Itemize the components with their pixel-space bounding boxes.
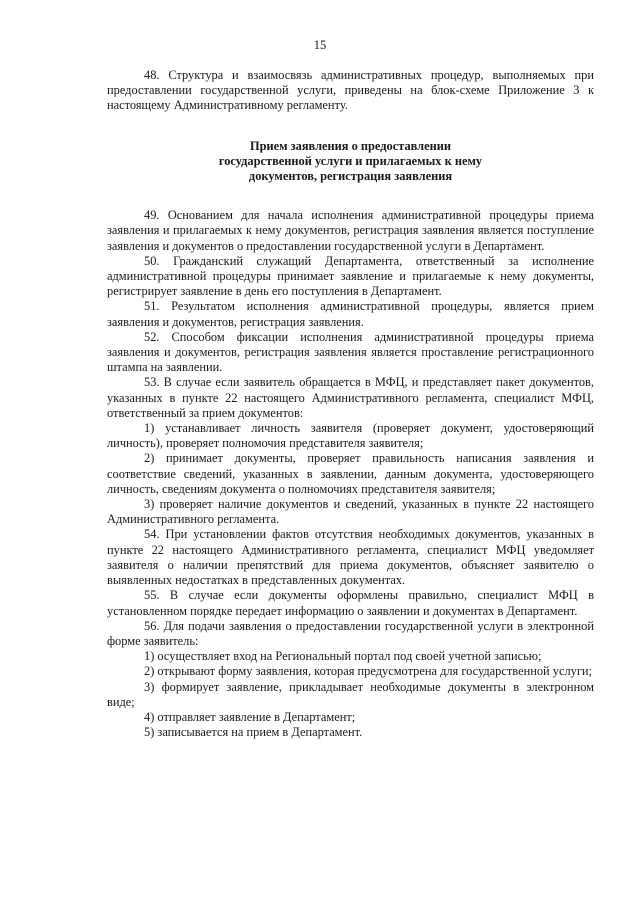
paragraph-49: 49. Основанием для начала исполнения административной процедуры приема заявления и прилагаемых к нему документов, регистрация заявления является поступление заявления и документов о предоставлении государственной услуги в Департамент. <box>107 208 594 253</box>
paragraph-51: 51. Результатом исполнения административной процедуры, является прием заявления и документов, регистрация заявления. <box>107 299 594 329</box>
paragraph-52: 52. Способом фиксации исполнения административной процедуры приема заявления и документов, регистрация заявления является проставление регистрационного штампа на заявлении. <box>107 329 594 375</box>
page-number: 15 <box>313 38 327 52</box>
paragraph-48: 48. Структура и взаимосвязь административных процедур, выполняемых при предоставлении государственной услуги, приведены на блок-схеме Приложение 3 к настоящему Административному регламенту. <box>107 68 594 113</box>
paragraph-50: 50. Гражданский служащий Департамента, ответственный за исполнение административной процедуры принимает заявление и прилагаемые к нему документы, регистрирует заявление в день его поступления в Департамент. <box>107 253 594 299</box>
section-heading-line-1: Прием заявления о предоставлении <box>249 138 452 153</box>
paragraph-53-item-1: 1) устанавливает личность заявителя (проверяет документ, удостоверяющий личность), проверяет полномочия представителя заявителя; <box>107 421 594 451</box>
paragraph-53-item-3: 3) проверяет наличие документов и сведений, указанных в пункте 22 настоящего Административного регламента. <box>107 497 594 527</box>
section-heading-line-2: государственной услуги и прилагаемых к нему <box>218 153 483 168</box>
paragraph-53-item-2: 2) принимает документы, проверяет правильность написания заявления и соответствие сведений, указанных в заявлении, данным документа, удостоверяющего личность, сведениям документа о полномочиях представителя заявителя; <box>107 451 594 496</box>
document-body <box>107 68 594 740</box>
paragraph-56: 56. Для подачи заявления о предоставлении государственной услуги в электронной форме заявитель: <box>107 618 594 648</box>
paragraph-56-item-1: 1) осуществляет вход на Региональный портал под своей учетной записью; <box>144 649 542 664</box>
paragraph-53: 53. В случае если заявитель обращается в МФЦ, и представляет пакет документов, указанных в пункте 22 настоящего Административного регламента, специалист МФЦ, ответственный за прием документов: <box>107 375 594 420</box>
section-heading-line-3: документов, регистрация заявления <box>248 169 453 184</box>
paragraph-56-item-3: 3) формирует заявление, прикладывает необходимые документы в электронном виде; <box>107 679 594 709</box>
paragraph-55: 55. В случае если документы оформлены правильно, специалист МФЦ в установленном порядке передает информацию о заявлении и документах в Департамент. <box>107 588 594 618</box>
paragraph-56-item-4: 4) отправляет заявление в Департамент; <box>144 709 356 724</box>
paragraph-54: 54. При установлении фактов отсутствия необходимых документов, указанных в пункте 22 настоящего Административного регламента, специалист МФЦ уведомляет заявителя о наличии препятствий для приема документов, объясняет заявителю о выявленных недостатках в представленных документах. <box>107 527 594 588</box>
section-heading <box>107 139 594 185</box>
paragraph-56-item-5: 5) записывается на прием в Департамент. <box>144 725 363 740</box>
paragraph-56-item-2: 2) открывают форму заявления, которая предусмотрена для государственной услуги; <box>144 664 592 679</box>
